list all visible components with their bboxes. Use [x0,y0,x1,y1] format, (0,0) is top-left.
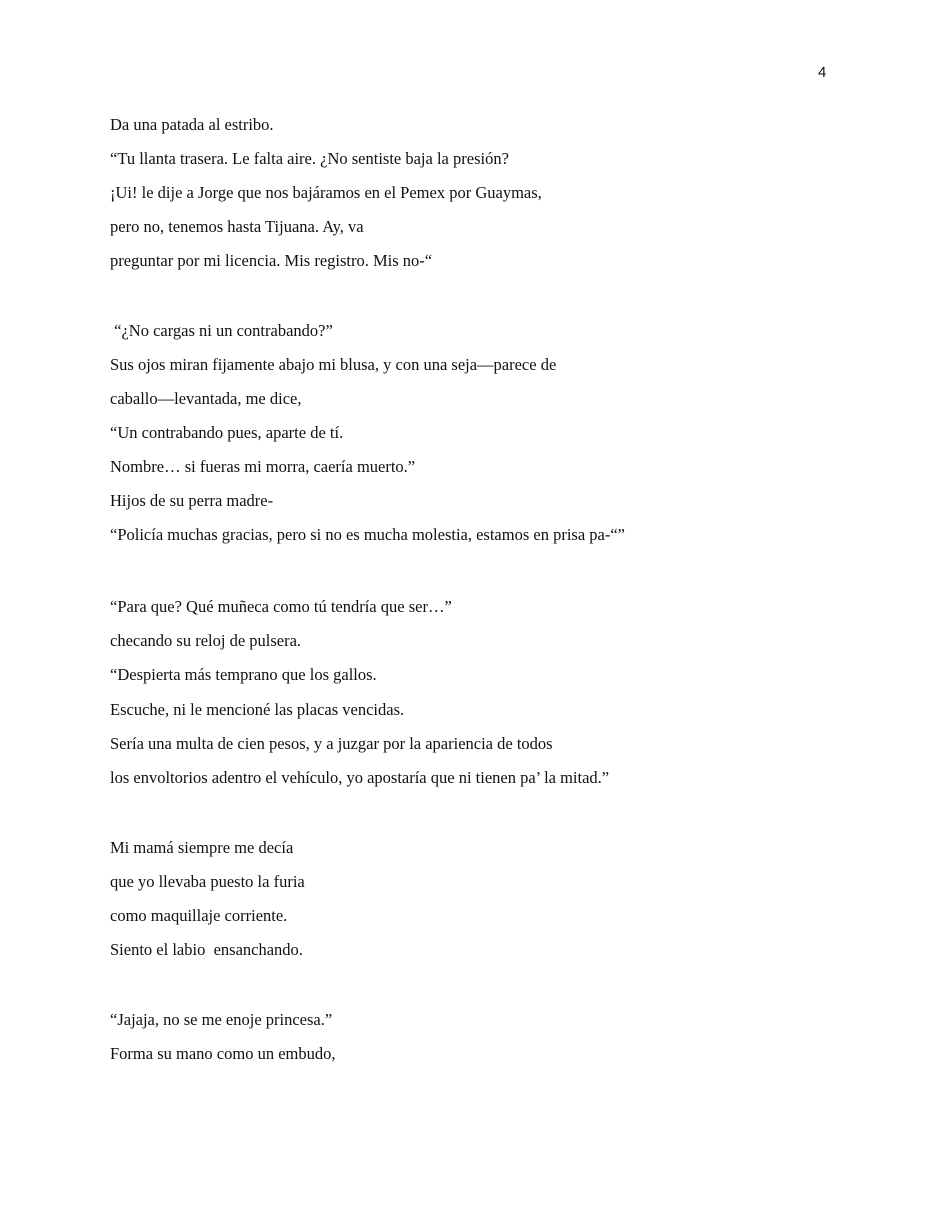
page-number: 4 [818,64,827,81]
text-line: Nombre… si fueras mi morra, caería muerto.” [110,457,416,476]
text-line: como maquillaje corriente. [110,906,288,925]
text-line: “¿No cargas ni un contrabando?” [110,321,333,340]
text-line: Mi mamá siempre me decía [110,838,294,857]
text-line: “Un contrabando pues, aparte de tí. [110,423,344,442]
text-line: preguntar por mi licencia. Mis registro. Mis no-“ [110,251,433,270]
text-line: Sus ojos miran fijamente abajo mi blusa, y con una seja—parece de [110,355,557,374]
text-line: Da una patada al estribo. [110,115,274,134]
text-line: caballo—levantada, me dice, [110,389,302,408]
text-line: “Jajaja, no se me enoje princesa.” [110,1010,333,1029]
text-line: “Policía muchas gracias, pero si no es mucha molestia, estamos en prisa pa-“” [110,525,625,544]
text-line: ¡Ui! le dije a Jorge que nos bajáramos en el Pemex por Guaymas, [110,183,542,202]
text-line: checando su reloj de pulsera. [110,631,302,650]
text-line: “Para que? Qué muñeca como tú tendría que ser…” [110,597,452,616]
text-line: que yo llevaba puesto la furia [110,872,305,891]
text-line: Forma su mano como un embudo, [110,1044,336,1063]
text-line: Hijos de su perra madre- [110,491,274,510]
text-line: “Tu llanta trasera. Le falta aire. ¿No sentiste baja la presión? [110,149,509,168]
text-line: pero no, tenemos hasta Tijuana. Ay, va [110,217,364,236]
text-line: los envoltorios adentro el vehículo, yo apostaría que ni tienen pa’ la mitad.” [110,768,610,787]
text-line: Siento el labio ensanchando. [110,940,303,959]
text-line: Escuche, ni le mencioné las placas vencidas. [110,700,405,719]
text-line: “Despierta más temprano que los gallos. [110,665,377,684]
text-line: Sería una multa de cien pesos, y a juzgar por la apariencia de todos [110,734,553,753]
